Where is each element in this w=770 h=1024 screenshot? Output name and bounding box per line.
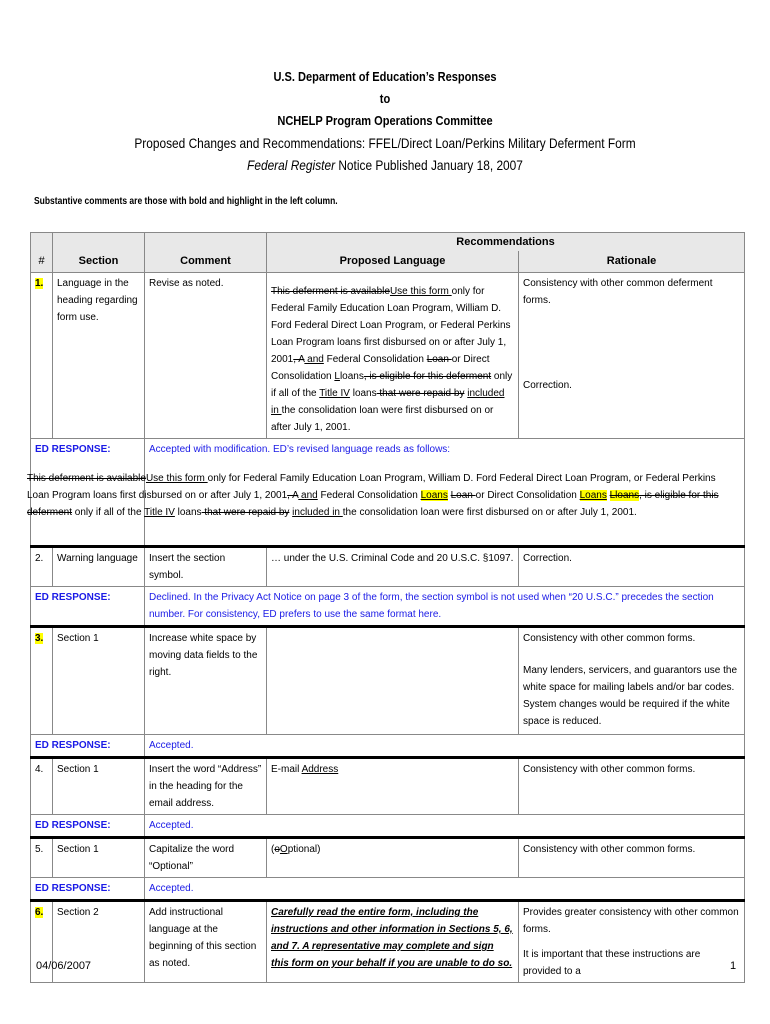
table-header xyxy=(31,251,745,273)
ed-response-text: Declined. In the Privacy Act Notice on page 3 of the form, the section symbol is not used when “20 U.S.C.” precedes the section number. For consistency, ED prefers to use the same format here. xyxy=(145,587,745,627)
row-proposed: … under the U.S. Criminal Code and 20 U.S.C. §1097. xyxy=(267,547,519,587)
table-row xyxy=(31,758,745,815)
header-num: # xyxy=(31,251,53,273)
table-row xyxy=(31,901,745,983)
row-number: 6. xyxy=(35,907,44,918)
row-rationale: Correction. xyxy=(519,547,745,587)
row-comment: Revise as noted. xyxy=(145,273,267,439)
title-line-3: NCHELP Program Operations Committee xyxy=(277,113,493,128)
ed-response-row xyxy=(31,878,745,901)
ed-response-label: ED RESPONSE: xyxy=(31,587,145,627)
row-proposed: Carefully read the entire form, including the instructions and other information in Sections 5, 6, and 7. A representative may complete and sign this form on your behalf if you are unable to do so. xyxy=(267,901,519,983)
ed-response-text: Accepted. xyxy=(145,878,745,901)
table-row xyxy=(31,547,745,587)
ed-response-label: ED RESPONSE: xyxy=(31,439,145,547)
ed-response-label: ED RESPONSE: xyxy=(31,735,145,758)
row-number: 1. xyxy=(35,278,44,289)
ed-response-text: Accepted. xyxy=(145,815,745,838)
row-rationale: Consistency with other common forms. xyxy=(519,758,745,815)
row-number: 3. xyxy=(35,633,44,644)
row-comment: Insert the section symbol. xyxy=(145,547,267,587)
table-row xyxy=(31,273,745,439)
row-number: 5. xyxy=(31,838,53,878)
row-number: 4. xyxy=(31,758,53,815)
subtitle-line-2: Federal Register Notice Published January 18, 2007 xyxy=(247,157,523,173)
page-number: 1 xyxy=(730,960,737,972)
lead-note: Substantive comments are those with bold and highlight in the left column. xyxy=(34,196,338,207)
header-recommendations: Recommendations xyxy=(267,233,745,252)
header-rationale: Rationale xyxy=(519,251,745,273)
table-header-group xyxy=(31,233,745,252)
row-rationale: Provides greater consistency with other common forms. It is important that these instructions are provided to a xyxy=(519,901,745,983)
row-proposed xyxy=(267,627,519,735)
ed-response-text: Accepted. xyxy=(145,735,745,758)
row-proposed: E-mail Address xyxy=(267,758,519,815)
row-rationale: Consistency with other common forms. xyxy=(519,838,745,878)
row-comment: Capitalize the word “Optional” xyxy=(145,838,267,878)
row-section: Section 2 xyxy=(53,901,145,983)
ed-response-row xyxy=(31,735,745,758)
ed-response-row xyxy=(31,439,745,547)
title-line-1: U.S. Deparment of Education’s Responses xyxy=(273,69,497,84)
table-row xyxy=(31,627,745,735)
row-proposed: This deferment is availableUse this form only for Federal Family Education Loan Program, William D. Ford Federal Direct Loan Program, or Federal Perkins Loan Program loans first disbursed on or after July 1, 2001, A and Federal Consolidation Loan or Direct Consolidation Lloans, is eligible for this deferment only if all of the Title IV loans that were repaid by included in the consolidation loan were first disbursed on or after July 1, 2001. xyxy=(267,273,519,439)
row-comment: Increase white space by moving data fields to the right. xyxy=(145,627,267,735)
document-subtitle xyxy=(0,132,770,176)
subtitle-line-1: Proposed Changes and Recommendations: FFEL/Direct Loan/Perkins Military Deferment Form xyxy=(134,135,636,151)
row-section: Warning language xyxy=(53,547,145,587)
row-section: Section 1 xyxy=(53,627,145,735)
row-comment: Insert the word “Address” in the heading for the email address. xyxy=(145,758,267,815)
row-rationale: Consistency with other common deferment forms. Correction. xyxy=(519,273,745,439)
header-comment: Comment xyxy=(145,251,267,273)
row-proposed: (oOptional) xyxy=(267,838,519,878)
row-comment: Add instructional language at the beginning of this section as noted. xyxy=(145,901,267,983)
ed-response-row xyxy=(31,587,745,627)
row-section: Section 1 xyxy=(53,838,145,878)
ed-response-row xyxy=(31,815,745,838)
row-number: 2. xyxy=(31,547,53,587)
header-proposed: Proposed Language xyxy=(267,251,519,273)
table-row xyxy=(31,838,745,878)
ed-response-text: Accepted with modification. ED’s revised language reads as follows: This deferment is availableUse this form only for Federal Family Education Loan Program, William D. Ford Federal Direct Loan Program, or Federal Perkins Loan Program loans first disbursed on or after July 1, 2001, A and Federal Consolidation Loans Loan or Direct Consolidation Loans Lloans, is eligible for this deferment only if all of the Title IV loans that were repaid by included in the consolidation loan were first disbursed on or after July 1, 2001. xyxy=(145,439,745,547)
title-line-2: to xyxy=(379,91,391,106)
recommendations-table xyxy=(27,232,745,983)
ed-response-label: ED RESPONSE: xyxy=(31,815,145,838)
footer-date: 04/06/2007 xyxy=(36,960,92,972)
header-section: Section xyxy=(53,251,145,273)
row-rationale: Consistency with other common forms. Many lenders, servicers, and guarantors use the white space for mailing labels and/or bar codes. System changes would be required if the white space is reduced. xyxy=(519,627,745,735)
row-section: Section 1 xyxy=(53,758,145,815)
ed-response-label: ED RESPONSE: xyxy=(31,878,145,901)
row-section: Language in the heading regarding form use. xyxy=(53,273,145,439)
document-title xyxy=(0,66,770,132)
